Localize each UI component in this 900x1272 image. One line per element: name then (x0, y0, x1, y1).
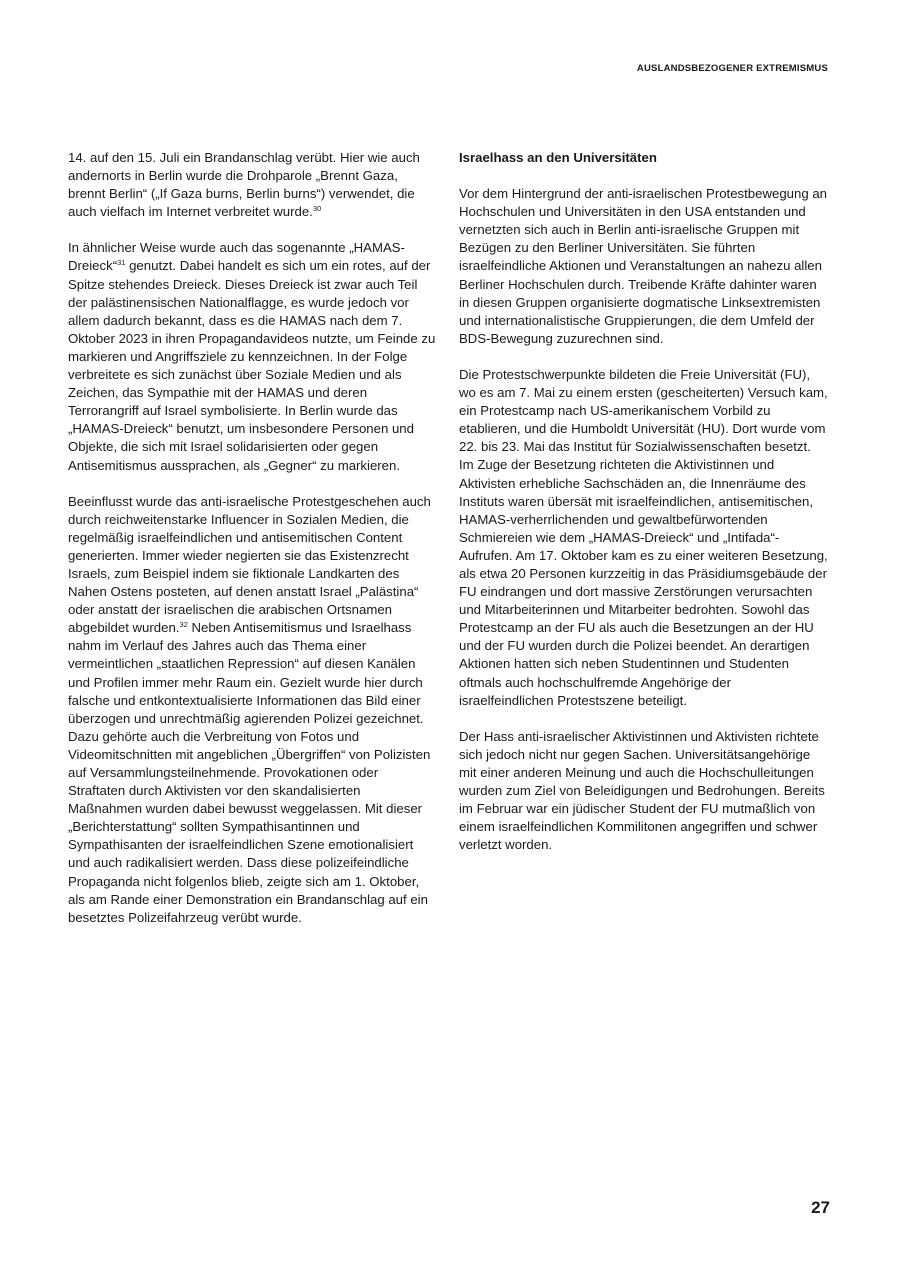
left-column (68, 149, 438, 945)
paragraph: Der Hass anti-israelischer Aktivistinnen und Aktivisten richtete sich jedoch nicht nur gegen Sachen. Universitätsangehörige mit einer anderen Meinung und auch die Hochschulleitungen wurden zum Ziel von Beleidigungen und Bedrohungen. Bereits im Februar war ein jüdischer Student der FU mutmaßlich von einem israelfeindlichen Kommilitonen angegriffen und schwer verletzt worden. (459, 728, 825, 853)
paragraph: Vor dem Hintergrund der anti-israelischen Protestbewegung an Hochschulen und Universitäten in den USA entstanden und vernetzten sich auch in Berlin anti-israelische Gruppen mit Bezügen zu den Berliner Universitäten. Sie führten israelfeindliche Aktionen und Veranstaltungen an nahezu allen Berliner Hochschulen durch. Treibende Kräfte dahinter waren in diesen Gruppen organisierte dogmatische Linksextremisten und internationalistische Gruppierungen, die dem Umfeld der BDS-Bewegung zuzurechnen sind. (459, 186, 827, 346)
paragraph: In ähnlicher Weise wurde auch das sogenannte „HAMAS-Dreieck“$^{31}$ genutzt. Dabei handelt es sich um ein rotes, auf der Spitze stehendes Dreieck. Dieses Dreieck ist zwar auch Teil der palästinensischen Nationalflagge, es wurde jedoch vor allem dadurch bekannt, dass es die HAMAS nach dem 7. Oktober 2023 in ihren Propagandavideos nutzte, um Feinde zu markieren und Angriffsziele zu kennzeichnen. In der Folge verbreitete es sich zunächst über Soziale Medien und als Zeichen, das Sympathie mit der HAMAS und deren Terrorangriff auf Israel symbolisierte. In Berlin wurde das „HAMAS-Dreieck“ benutzt, um insbesondere Personen und Objekte, die sich mit Israel solidarisierten oder gegen Antisemitismus aussprachen, als „Gegner“ zu markieren. (68, 240, 436, 473)
paragraph: 14. auf den 15. Juli ein Brandanschlag verübt. Hier wie auch andernorts in Berlin wurde die Drohparole „Brennt Gaza, brennt Berlin“ („If Gaza burns, Berlin burns“) verwendet, die auch vielfach im Internet verbreitet wurde.$^{30}$ (68, 150, 420, 220)
section-heading: Israelhass an den Universitäten (459, 150, 657, 165)
footnote-ref[interactable]: 30 (312, 204, 322, 214)
right-column (459, 149, 829, 872)
paragraph: Die Protestschwerpunkte bildeten die Freie Universität (FU), wo es am 7. Mai zu einem ersten (gescheiterten) Versuch kam, ein Protestcamp nach US-amerikanischem Vorbild zu etablieren, und die Humboldt Universität (HU). Dort wurde vom 22. bis 23. Mai das Institut für Sozialwissenschaften besetzt. Im Zuge der Besetzung richteten die Aktivistinnen und Aktivisten erhebliche Sachschäden an, die Innenräume des Instituts waren übersät mit israelfeindlichen, antisemitischen, HAMAS-verherrlichenden und gewaltbefürwortenden Schmiereien wie dem „HAMAS-Dreieck“ und „Intifada“-Aufrufen. Am 17. Oktober kam es zu einer weiteren Besetzung, als etwa 20 Personen kurzzeitig in das Präsidiumsgebäude der FU eindrangen und dort massive Zerstörungen verursachten und Mitarbeiterinnen und Mitarbeiter bedrohten. Sowohl das Protestcamp an der FU als auch die Besetzungen an der HU und der FU wurden durch die Polizei beendet. An derartigen Aktionen hatten sich neben Studentinnen und Studenten oftmals auch hochschulfremde Angehörige der israelfeindlichen Protestszene beteiligt. (459, 366, 828, 708)
running-head: AUSLANDSBEZOGENER EXTREMISMUS (636, 63, 828, 74)
footnote-ref[interactable]: 32 (179, 620, 188, 630)
paragraph: Beeinflusst wurde das anti-israelische Protestgeschehen auch durch reichweitenstarke Influencer in Sozialen Medien, die regelmäßig israelfeindlichen und antisemitischen Content generierten. Immer wieder negierten sie das Existenzrecht Israels, zum Beispiel indem sie fiktionale Landkarten des Nahen Ostens posteten, auf denen anstatt Israel „Palästina“ oder anstatt der israelischen die arabischen Ortsnamen abgebildet wurden.$^{32}$ Neben Antisemitismus und Israelhass nahm im Verlauf des Jahres auch das Thema einer vermeintlichen „staatlichen Repression“ auf diesen Kanälen und Profilen immer mehr Raum ein. Gezielt wurde hier durch falsche und entkontextualisierte Informationen das Bild einer überzogen und unrechtmäßig agierenden Polizei gezeichnet. Dazu gehörte auch die Verbreitung von Fotos und Videomitschnitten mit angeblichen „Übergriffen“ von Polizisten auf Versammlungsteilnehmende. Provokationen oder Straftaten durch Aktivisten vor den skandalisierten Maßnahmen wurden dabei bewusst weggelassen. Mit dieser „Berichterstattung“ sollten Sympathisantinnen und Sympathisanten der israelfeindlichen Szene emotionalisiert und auch radikalisiert werden. Dass diese polizeifeindliche Propaganda nicht folgenlos blieb, zeigte sich am 1. Oktober, als am Rande einer Demonstration ein Brandanschlag auf ein besetztes Polizeifahrzeug verübt wurde. (68, 493, 431, 925)
page-number: 27 (811, 1198, 830, 1217)
footnote-ref[interactable]: 31 (117, 258, 126, 268)
